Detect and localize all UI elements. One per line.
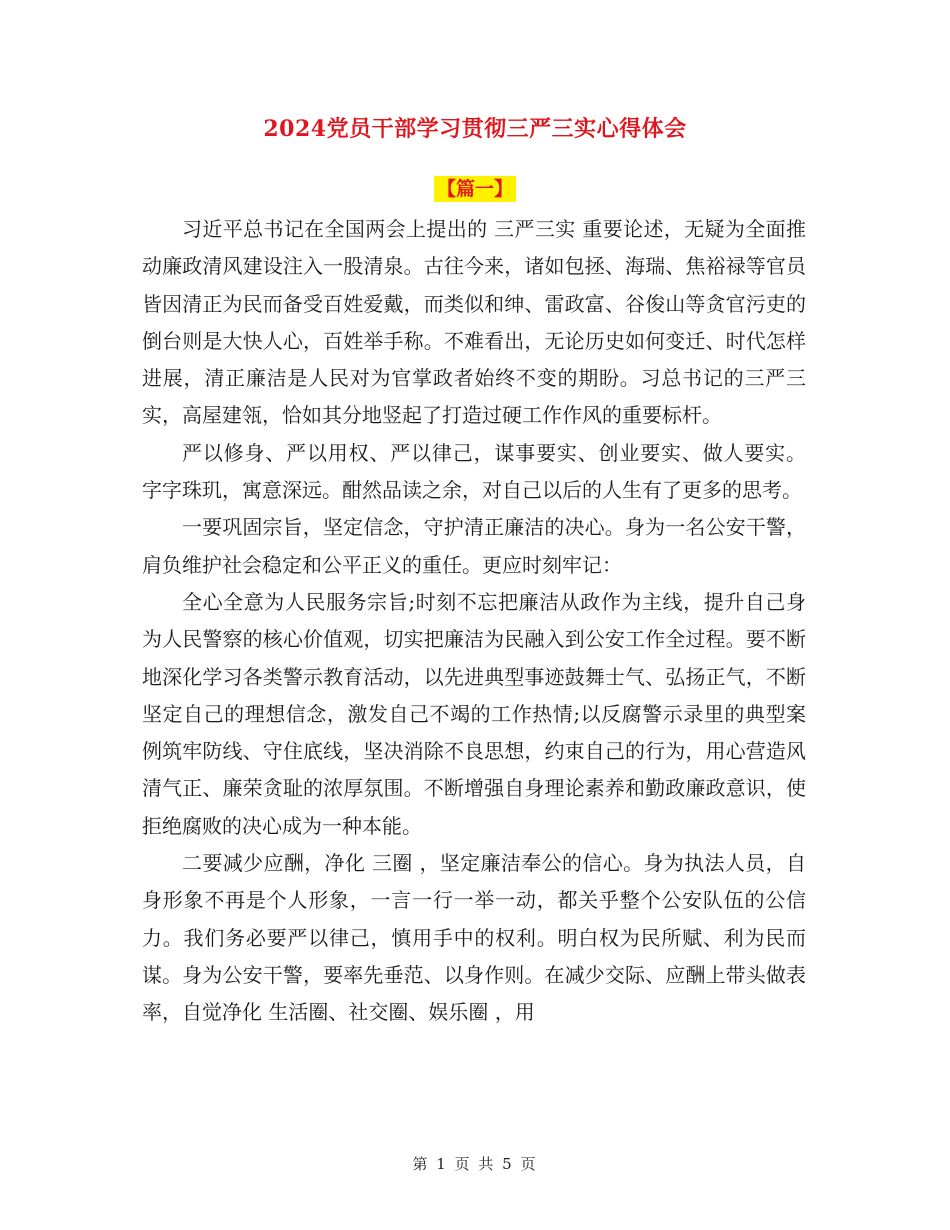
paragraph-1: 习近平总书记在全国两会上提出的 三严三实 重要论述，无疑为全面推动廉政清风建设注入一股清泉。古往今来，诸如包拯、海瑞、焦裕禄等官员皆因清正为民而备受百姓爱戴，而类似和绅、雷政富、谷俊山等贪官污吏的倒台则是大快人心，百姓举手称。不难看出，无论历史如何变迁、时代怎样进展，清正廉洁是人民对为官掌政者始终不变的期盼。习总书记的三严三实，高屋建瓴，恰如其分地竖起了打造过硬工作作风的重要标杆。 (142, 217, 806, 428)
paragraph-2: 严以修身、严以用权、严以律己，谋事要实、创业要实、做人要实。 字字珠玑，寓意深远。酣然品读之余，对自己以后的人生有了更多的思考。 (142, 440, 806, 503)
document-body (142, 211, 806, 1032)
paragraph-4: 全心全意为人民服务宗旨;时刻不忘把廉洁从政作为主线，提升自己身为人民警察的核心价值观，切实把廉洁为民融入到公安工作全过程。要不断地深化学习各类警示教育活动，以先进典型事迹鼓舞士气、弘扬正气，不断坚定自己的理想信念，激发自己不竭的工作热情;以反腐警示录里的典型案例筑牢防线、守住底线，坚决消除不良思想，约束自己的行为，用心营造风清气正、廉荣贪耻的浓厚氛围。不断增强自身理论素养和勤政廉政意识，使拒绝腐败的决心成为一种本能。 (142, 589, 806, 838)
document-title: 2024党员干部学习贯彻三严三实心得体会 (263, 116, 687, 142)
paragraph-3: 一要巩固宗旨，坚定信念，守护清正廉洁的决心。身为一名公安干警，肩负维护社会稳定和公平正义的重任。更应时刻牢记： (142, 515, 806, 577)
page-footer: 第 1 页 共 5 页 (412, 1155, 538, 1173)
section-heading-row (0, 176, 950, 202)
section-heading: 【篇一】 (434, 176, 516, 202)
paragraph-5: 二要减少应酬，净化 三圈 ，坚定廉洁奉公的信心。身为执法人员，自身形象不再是个人形象，一言一行一举一动，都关乎整个公安队伍的公信力。我们务必要严以律己，慎用手中的权利。明白权为民所赋、利为民而谋。身为公安干警，要率先垂范、以身作则。在减少交际、应酬上带头做表率，自觉净化 生活圈、社交圈、娱乐圈 ，用 (142, 851, 806, 1025)
